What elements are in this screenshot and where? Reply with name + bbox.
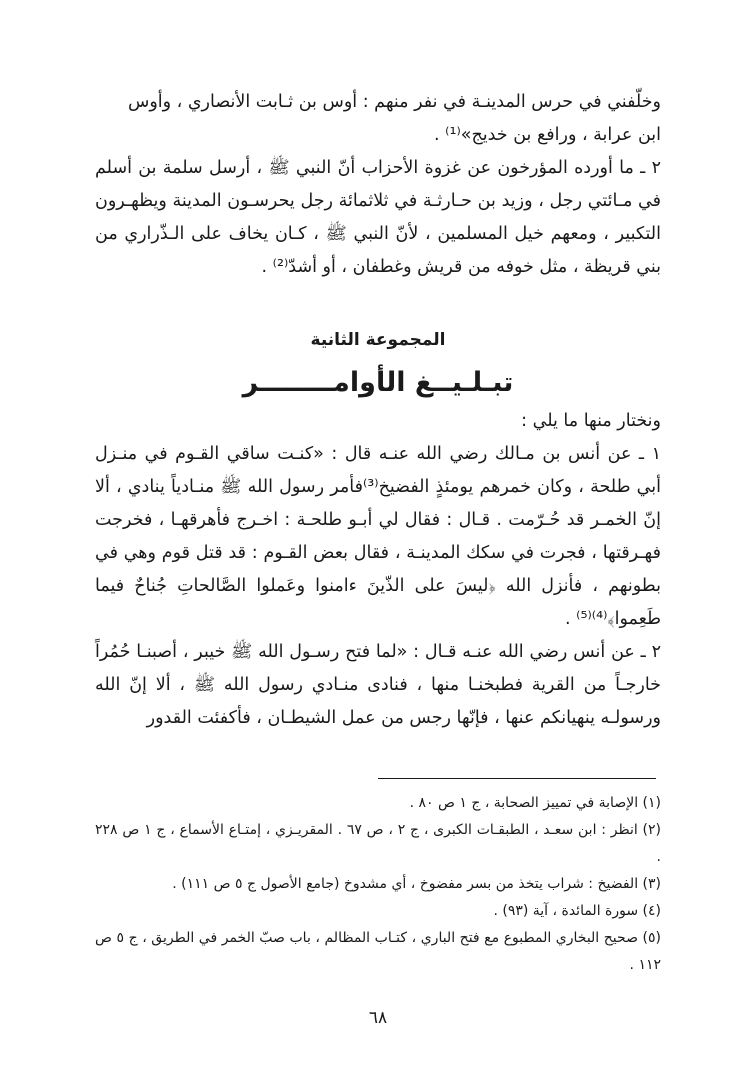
footnote-5: (٥) صحيح البخاري المطبوع مع فتح الباري ، كتـاب المظالم ، باب صبّ الخمر في الطريق ، ج ٥ ص ١١٢ . bbox=[95, 930, 661, 973]
selection-intro: ونختار منها ما يلي : bbox=[521, 411, 661, 431]
footnote-2: (٢) انظر : ابن سعـد ، الطبقـات الكبرى ، ج ٢ ، ص ٦٧ . المقريـزي ، إمتـاع الأسماع ، ج ١ ص ٢٢٨ . bbox=[95, 822, 662, 865]
page-number: ٦٨ bbox=[368, 1008, 388, 1028]
group-title: تبـلـيــغ الأوامــــــــر bbox=[242, 367, 514, 398]
list-item-2-previous: ٢ ـ ما أورده المؤرخون عن غزوة الأحزاب أنّ النبي ﷺ ، أرسل سلمة بن أسلم في مـائتي رجل ، وزيد بن حـارثـة في ثلاثمائة رجل يحرسـون المدينة ويظهـرون التكبير ، ومعهم خيل المسلمين ، لأنّ النبي ﷺ ، كـان يخاف على الـذّراري من بني قريظة ، مثل خوفه من قريش وغطفان ، أو أشدّ⁽²⁾ . bbox=[95, 158, 661, 277]
footnote-4: (٤) سورة المائدة ، آية (٩٣) . bbox=[493, 903, 661, 919]
footnote-3: (٣) الفضيخ : شراب يتخذ من بسر مفضوخ ، أي مشدوخ (جامع الأصول ج ٥ ص ١١١) . bbox=[172, 876, 661, 892]
main-text bbox=[95, 86, 661, 735]
list-item-1: ١ ـ عن أنس بن مـالك رضي الله عنـه قال : «كنـت ساقي القـوم في منـزل أبي طلحة ، وكان خمرهم يومئذٍ الفضيخ⁽³⁾فأمر رسول الله ﷺ منـادياً ينادي ، ألا إنّ الخمـر قد حُـرّمت . قـال : فقال لي أبـو طلحـة : اخـرج فأهرقهـا ، فخرجت فهـرقتها ، فجرت في سكك المدينـة ، فقال بعض القـوم : قد قتل قوم وهي في بطونهم ، فأنزل الله ﴿ليسَ على الذّينَ ءامنوا وعَملوا الصَّالحاتِ جُناحٌ فيما طَعِموا﴾⁽⁴⁾⁽⁵⁾ . bbox=[95, 444, 661, 629]
footnotes bbox=[95, 790, 661, 979]
footnote-1: (١) الإصابة في تمييز الصحابة ، ج ١ ص ٨٠ . bbox=[409, 795, 661, 811]
list-item-2: ٢ ـ عن أنس رضي الله عنـه قـال : «لما فتح رسـول الله ﷺ خيبر ، أصبنـا حُمُراً خارجـاً من القرية فطبخنـا منها ، فنادى منـادي رسول الله ﷺ ، ألا إنّ الله ورسولـه ينهيانكم عنها ، فإنّها رجس من عمل الشيطـان ، فأكفئت القدور bbox=[95, 642, 661, 728]
intro-line-2: ابن عرابة ، ورافع بن خديج»⁽¹⁾ . bbox=[434, 125, 661, 145]
footnote-divider bbox=[378, 778, 656, 779]
group-label: المجموعة الثانية bbox=[310, 330, 446, 350]
intro-line-1: وخلّفني في حرس المدينـة في نفر منهم : أوس بن ثـابت الأنصاري ، وأوس bbox=[127, 92, 661, 112]
